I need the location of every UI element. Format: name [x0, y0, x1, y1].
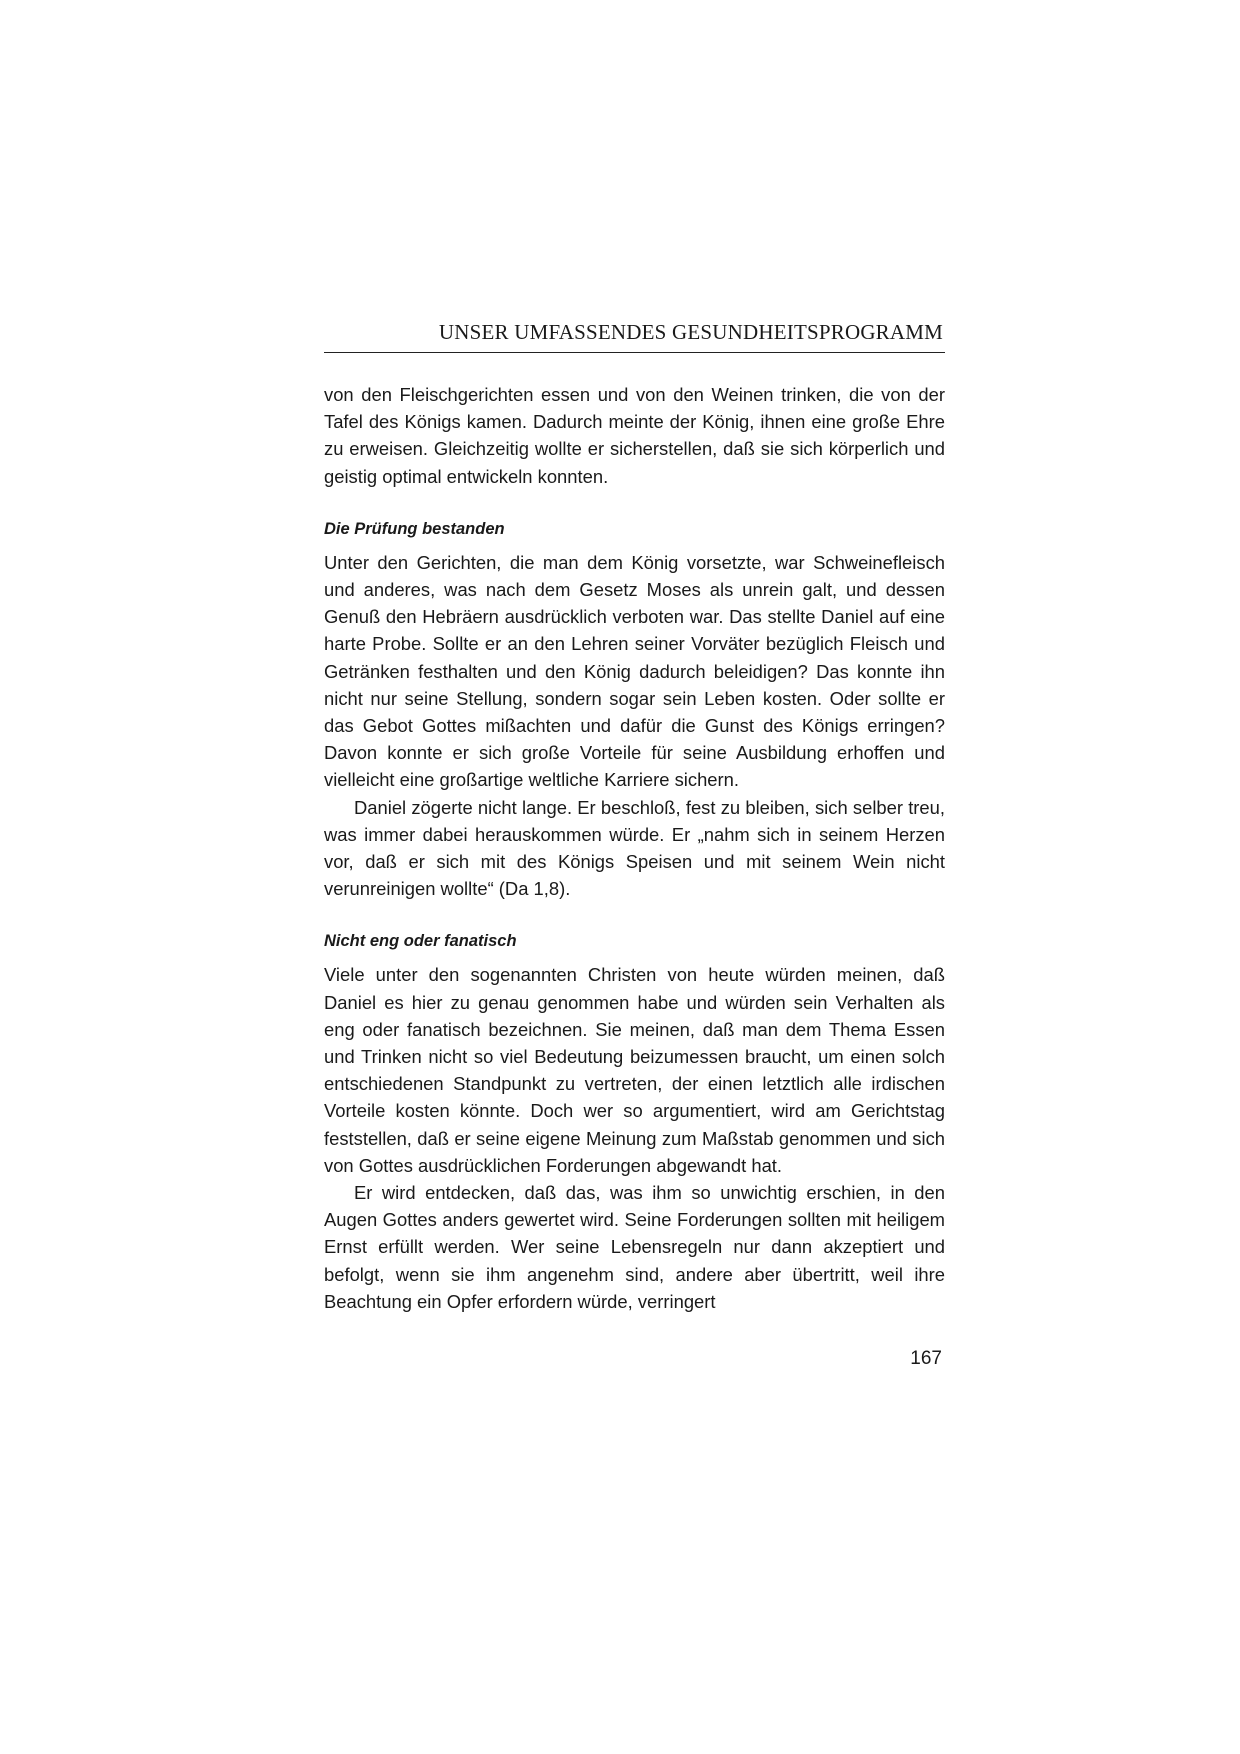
book-page: [324, 318, 945, 1370]
body-paragraph: Viele unter den sogenannten Christen von heute würden meinen, daß Daniel es hier zu genau genommen habe und würden sein Verhalten als eng oder fanatisch bezeichnen. Sie meinen, daß man dem Thema Essen und Trinken nicht so viel Bedeutung beizumessen braucht, um einen solch entschiedenen Standpunkt zu vertreten, der einen letztlich alle irdischen Vorteile kosten könnte. Doch wer so argumentiert, wird am Gerichtstag feststellen, daß er seine eigene Meinung zum Maßstab genommen und sich von Gottes ausdrücklichen Forderungen abgewandt hat.: [324, 964, 945, 1176]
body-paragraph: Daniel zögerte nicht lange. Er beschloß, fest zu bleiben, sich selber treu, was immer dabei herauskommen würde. Er „nahm sich in seinem Herzen vor, daß er sich mit des Königs Speisen und mit seinem Wein nicht verunreinigen wollte“ (Da 1,8).: [324, 796, 945, 900]
page-number: 167: [910, 1348, 942, 1370]
section-heading: Die Prüfung bestanden: [324, 519, 505, 538]
body-paragraph: von den Fleischgerichten essen und von den Weinen trinken, die von der Tafel des Königs kamen. Dadurch meinte der König, ihnen eine große Ehre zu erweisen. Gleichzeitig wollte er sicherstellen, daß sie sich körperlich und geistig optimal entwickeln konnten.: [324, 384, 945, 487]
running-head: UNSER UMFASSENDES GESUNDHEITSPROGRAMM: [324, 318, 945, 353]
section-heading: Nicht eng oder fanatisch: [324, 932, 517, 951]
body-paragraph: Er wird entdecken, daß das, was ihm so unwichtig erschien, in den Augen Gottes anders gewertet wird. Seine Forderungen sollten mit heiligem Ernst erfüllt werden. Wer seine Lebensregeln nur dann akzeptiert und befolgt, wenn sie ihm angenehm sind, andere aber übertritt, weil ihre Beachtung ein Opfer erfordern würde, verringert: [324, 1182, 945, 1312]
body-paragraph: Unter den Gerichten, die man dem König vorsetzte, war Schweinefleisch und anderes, was nach dem Gesetz Moses als unrein galt, und dessen Genuß den Hebräern ausdrücklich verboten war. Das stellte Daniel auf eine harte Probe. Sollte er an den Lehren seiner Vorväter bezüglich Fleisch und Getränken festhalten und den König dadurch beleidigen? Das konnte ihn nicht nur seine Stellung, sondern sogar sein Leben kosten. Oder sollte er das Gebot Gottes mißachten und dafür die Gunst des Königs erringen? Davon konnte er sich große Vorteile für seine Ausbildung erhoffen und vielleicht eine großartige weltliche Karriere sichern.: [324, 551, 945, 791]
